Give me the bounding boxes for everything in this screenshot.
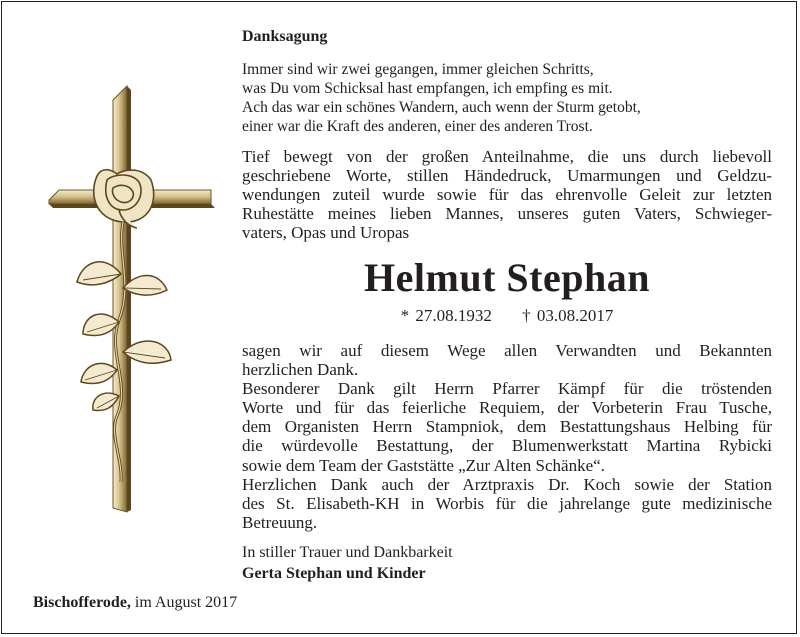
intro-line: vaters, Opas und Uropas (242, 223, 410, 242)
life-dates (242, 306, 772, 326)
intro-text (242, 147, 772, 242)
cross-with-rose-icon (47, 84, 217, 514)
place-town: Bischofferode, (33, 594, 131, 611)
thanks-line: dem Organisten Herrn Stampniok, dem Bestattungshaus Helbing für (242, 417, 772, 437)
death-date: † 03.08.2017 (522, 306, 614, 325)
poem-line: was Du vom Schicksal hast empfangen, ich empfing es mit. (242, 80, 613, 97)
thanks-line: des St. Elisabeth-KH in Worbis für die jahrelange gute medizinische (242, 493, 772, 513)
intro-line: geschriebene Worte, stillen Händedruck, Umarmungen und Geldzu- (242, 166, 772, 185)
intro-line: Tief bewegt von der großen Anteilnahme, die uns durch liebevoll (242, 147, 772, 166)
place-and-date (33, 594, 237, 612)
poem-line: einer war die Kraft des anderen, einer des anderen Trost. (242, 118, 593, 135)
thanks-line: Herzlichen Dank auch der Arztpraxis Dr. Koch sowie der Station (242, 474, 772, 494)
intro-line: Ruhestätte meines lieben Mannes, unseres guten Vaters, Schwieger- (242, 204, 772, 223)
closing (242, 542, 772, 584)
closing-line: In stiller Trauer und Dankbarkeit (242, 544, 453, 561)
heading: Danksagung (242, 28, 328, 45)
birth-date: * 27.08.1932 (400, 306, 492, 325)
signature: Gerta Stephan und Kinder (242, 565, 426, 582)
thanks-text (242, 341, 772, 532)
poem-line: Ach das war ein schönes Wandern, auch wenn der Sturm getobt, (242, 99, 641, 116)
thanks-line: Besonderer Dank gilt Herrn Pfarrer Kämpf für die tröstenden (242, 379, 772, 399)
poem (242, 60, 772, 136)
thanks-line: sagen wir auf diesem Wege allen Verwandten und Bekannten (242, 341, 772, 360)
thanks-line: herzlichen Dank. (242, 360, 359, 380)
thanks-line: Worte und für das feierliche Requiem, der Vorbeterin Frau Tusche, (242, 398, 772, 418)
obituary-frame (1, 1, 797, 634)
deceased-name: Helmut Stephan (364, 255, 650, 300)
thanks-line: die würdevolle Bestattung, der Blumenwerkstatt Martina Rybicki (242, 436, 772, 456)
poem-line: Immer sind wir zwei gegangen, immer gleichen Schritts, (242, 61, 594, 78)
thanks-line: sowie dem Team der Gaststätte „Zur Alten Schänke“. (242, 455, 605, 475)
thanks-line: Betreuung. (242, 512, 318, 532)
place-date: im August 2017 (134, 594, 238, 611)
intro-line: wendungen zuteil wurde sowie für das ehrenvolle Geleit zur letzten (242, 185, 772, 204)
